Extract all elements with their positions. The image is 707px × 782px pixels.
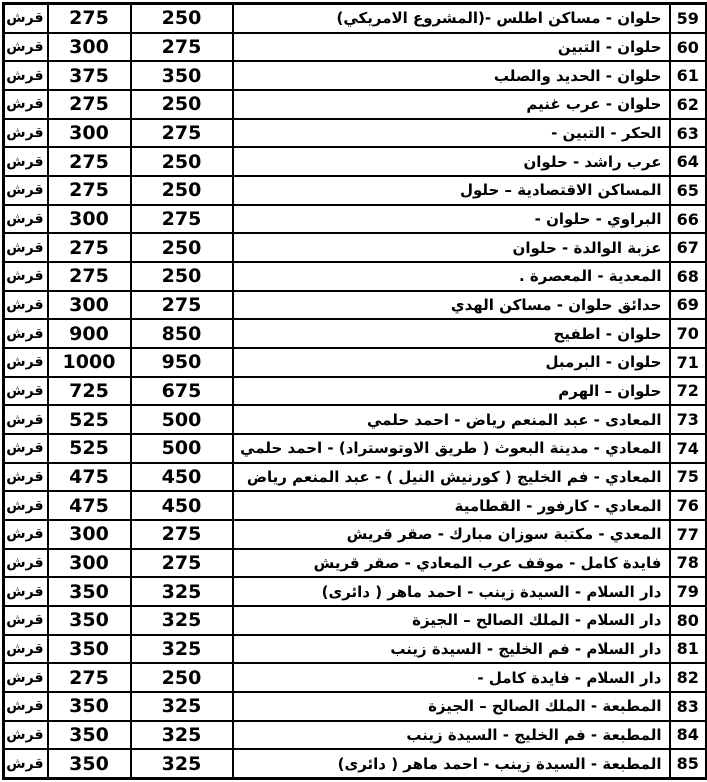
- table-row: [4, 233, 707, 262]
- row-number-cell: 61: [670, 61, 707, 90]
- table-row: [4, 606, 707, 635]
- unit-cell: قرش: [4, 90, 48, 119]
- fare-a-cell: 500: [131, 434, 233, 463]
- route-cell: المعادي - كارفور - القطامية: [233, 491, 670, 520]
- table-row: [4, 291, 707, 320]
- row-number-cell: 68: [670, 262, 707, 291]
- fare-b-cell: 350: [48, 606, 131, 635]
- table-row: [4, 434, 707, 463]
- fare-a-cell: 250: [131, 233, 233, 262]
- unit-cell: قرش: [4, 33, 48, 62]
- row-number-cell: 81: [670, 635, 707, 664]
- fare-b-cell: 900: [48, 319, 131, 348]
- row-number-cell: 74: [670, 434, 707, 463]
- row-number-cell: 71: [670, 348, 707, 377]
- table-row: [4, 749, 707, 778]
- fare-b-cell: 350: [48, 749, 131, 778]
- row-number-cell: 62: [670, 90, 707, 119]
- route-cell: المساكن الاقتصادية – حلول: [233, 176, 670, 205]
- row-number-cell: 82: [670, 663, 707, 692]
- row-number-cell: 73: [670, 405, 707, 434]
- fare-a-cell: 500: [131, 405, 233, 434]
- fare-a-cell: 275: [131, 119, 233, 148]
- unit-cell: قرش: [4, 205, 48, 234]
- unit-cell: قرش: [4, 491, 48, 520]
- table-row: [4, 33, 707, 62]
- row-number-cell: 84: [670, 721, 707, 750]
- fare-b-cell: 1000: [48, 348, 131, 377]
- unit-cell: قرش: [4, 262, 48, 291]
- unit-cell: قرش: [4, 520, 48, 549]
- row-number-cell: 59: [670, 4, 707, 33]
- fare-a-cell: 325: [131, 635, 233, 664]
- fare-b-cell: 300: [48, 520, 131, 549]
- route-cell: المعادي - مدينة البعوث ( طريق الاوتوستراد) - احمد حلمي: [233, 434, 670, 463]
- row-number-cell: 85: [670, 749, 707, 778]
- row-number-cell: 65: [670, 176, 707, 205]
- row-number-cell: 60: [670, 33, 707, 62]
- unit-cell: قرش: [4, 749, 48, 778]
- fare-b-cell: 350: [48, 635, 131, 664]
- table-row: [4, 377, 707, 406]
- route-cell: المعادى - عبد المنعم رياض - احمد حلمي: [233, 405, 670, 434]
- fare-b-cell: 725: [48, 377, 131, 406]
- unit-cell: قرش: [4, 291, 48, 320]
- row-number-cell: 64: [670, 147, 707, 176]
- table-row: [4, 405, 707, 434]
- fare-b-cell: 350: [48, 577, 131, 606]
- row-number-cell: 67: [670, 233, 707, 262]
- fare-b-cell: 275: [48, 176, 131, 205]
- fare-b-cell: 300: [48, 119, 131, 148]
- unit-cell: قرش: [4, 4, 48, 33]
- table-row: [4, 663, 707, 692]
- route-cell: البراوي - حلوان -: [233, 205, 670, 234]
- fare-a-cell: 275: [131, 205, 233, 234]
- unit-cell: قرش: [4, 319, 48, 348]
- route-cell: عزبة الوالدة - حلوان: [233, 233, 670, 262]
- unit-cell: قرش: [4, 405, 48, 434]
- fare-b-cell: 475: [48, 463, 131, 492]
- route-cell: حلوان - عرب غنيم: [233, 90, 670, 119]
- unit-cell: قرش: [4, 692, 48, 721]
- fare-b-cell: 300: [48, 549, 131, 578]
- fare-a-cell: 325: [131, 577, 233, 606]
- table-row: [4, 463, 707, 492]
- fare-a-cell: 275: [131, 520, 233, 549]
- route-cell: الحكر - التبين -: [233, 119, 670, 148]
- table-row: [4, 262, 707, 291]
- fare-b-cell: 300: [48, 205, 131, 234]
- fare-b-cell: 275: [48, 147, 131, 176]
- fare-a-cell: 450: [131, 491, 233, 520]
- route-cell: دار السلام - الملك الصالح – الجيزة: [233, 606, 670, 635]
- fare-a-cell: 275: [131, 291, 233, 320]
- fare-a-cell: 275: [131, 33, 233, 62]
- fare-a-cell: 250: [131, 147, 233, 176]
- table-row: [4, 549, 707, 578]
- fare-b-cell: 375: [48, 61, 131, 90]
- row-number-cell: 72: [670, 377, 707, 406]
- fare-b-cell: 275: [48, 663, 131, 692]
- unit-cell: قرش: [4, 549, 48, 578]
- row-number-cell: 79: [670, 577, 707, 606]
- route-cell: دار السلام - فايدة كامل -: [233, 663, 670, 692]
- unit-cell: قرش: [4, 663, 48, 692]
- fare-b-cell: 475: [48, 491, 131, 520]
- unit-cell: قرش: [4, 606, 48, 635]
- route-cell: المطبعة - فم الخليج - السيدة زينب: [233, 721, 670, 750]
- route-cell: حلوان - اطفيح: [233, 319, 670, 348]
- row-number-cell: 75: [670, 463, 707, 492]
- fare-a-cell: 350: [131, 61, 233, 90]
- table-row: [4, 205, 707, 234]
- fare-a-cell: 250: [131, 262, 233, 291]
- fare-b-cell: 275: [48, 262, 131, 291]
- fare-a-cell: 250: [131, 4, 233, 33]
- table-row: [4, 577, 707, 606]
- table-row: [4, 520, 707, 549]
- table-row: [4, 348, 707, 377]
- fare-a-cell: 450: [131, 463, 233, 492]
- fare-a-cell: 325: [131, 692, 233, 721]
- unit-cell: قرش: [4, 119, 48, 148]
- route-cell: حلوان – الهرم: [233, 377, 670, 406]
- route-cell: عرب راشد - حلوان: [233, 147, 670, 176]
- fare-a-cell: 675: [131, 377, 233, 406]
- unit-cell: قرش: [4, 721, 48, 750]
- table-row: [4, 147, 707, 176]
- unit-cell: قرش: [4, 577, 48, 606]
- route-cell: المطبعة - السيدة زينب - احمد ماهر ( دائرى): [233, 749, 670, 778]
- fare-b-cell: 300: [48, 291, 131, 320]
- fare-table-body: [4, 4, 707, 779]
- fare-b-cell: 525: [48, 405, 131, 434]
- unit-cell: قرش: [4, 377, 48, 406]
- route-cell: المعادي - فم الخليج ( كورنيش النيل ) - عبد المنعم رياض: [233, 463, 670, 492]
- fare-table: [2, 2, 707, 780]
- row-number-cell: 83: [670, 692, 707, 721]
- fare-b-cell: 275: [48, 4, 131, 33]
- table-row: [4, 319, 707, 348]
- row-number-cell: 77: [670, 520, 707, 549]
- fare-b-cell: 525: [48, 434, 131, 463]
- unit-cell: قرش: [4, 434, 48, 463]
- fare-a-cell: 250: [131, 176, 233, 205]
- route-cell: فايدة كامل - موقف عرب المعادي - صقر قريش: [233, 549, 670, 578]
- fare-b-cell: 275: [48, 233, 131, 262]
- fare-b-cell: 275: [48, 90, 131, 119]
- fare-a-cell: 850: [131, 319, 233, 348]
- row-number-cell: 80: [670, 606, 707, 635]
- row-number-cell: 70: [670, 319, 707, 348]
- row-number-cell: 66: [670, 205, 707, 234]
- fare-a-cell: 250: [131, 90, 233, 119]
- row-number-cell: 69: [670, 291, 707, 320]
- route-cell: حدائق حلوان - مساكن الهدي: [233, 291, 670, 320]
- fare-b-cell: 350: [48, 721, 131, 750]
- unit-cell: قرش: [4, 61, 48, 90]
- unit-cell: قرش: [4, 233, 48, 262]
- route-cell: حلوان - مساكن اطلس -(المشروع الامريكي): [233, 4, 670, 33]
- unit-cell: قرش: [4, 635, 48, 664]
- route-cell: حلوان - الحديد والصلب: [233, 61, 670, 90]
- table-row: [4, 721, 707, 750]
- row-number-cell: 76: [670, 491, 707, 520]
- fare-b-cell: 300: [48, 33, 131, 62]
- table-row: [4, 635, 707, 664]
- row-number-cell: 78: [670, 549, 707, 578]
- route-cell: حلوان - البرمبل: [233, 348, 670, 377]
- fare-a-cell: 275: [131, 549, 233, 578]
- unit-cell: قرش: [4, 463, 48, 492]
- route-cell: المعدي - مكتبة سوزان مبارك - صقر قريش: [233, 520, 670, 549]
- fare-a-cell: 325: [131, 749, 233, 778]
- fare-b-cell: 350: [48, 692, 131, 721]
- fare-a-cell: 250: [131, 663, 233, 692]
- route-cell: المطبعة - الملك الصالح – الجيزة: [233, 692, 670, 721]
- fare-a-cell: 950: [131, 348, 233, 377]
- table-row: [4, 491, 707, 520]
- table-row: [4, 692, 707, 721]
- row-number-cell: 63: [670, 119, 707, 148]
- unit-cell: قرش: [4, 147, 48, 176]
- table-row: [4, 4, 707, 33]
- table-row: [4, 119, 707, 148]
- table-row: [4, 176, 707, 205]
- unit-cell: قرش: [4, 348, 48, 377]
- fare-a-cell: 325: [131, 721, 233, 750]
- route-cell: المعدية - المعصرة .: [233, 262, 670, 291]
- route-cell: حلوان - التبين: [233, 33, 670, 62]
- route-cell: دار السلام - فم الخليج - السيدة زينب: [233, 635, 670, 664]
- table-row: [4, 90, 707, 119]
- unit-cell: قرش: [4, 176, 48, 205]
- fare-a-cell: 325: [131, 606, 233, 635]
- table-row: [4, 61, 707, 90]
- route-cell: دار السلام - السيدة زينب - احمد ماهر ( دائرى): [233, 577, 670, 606]
